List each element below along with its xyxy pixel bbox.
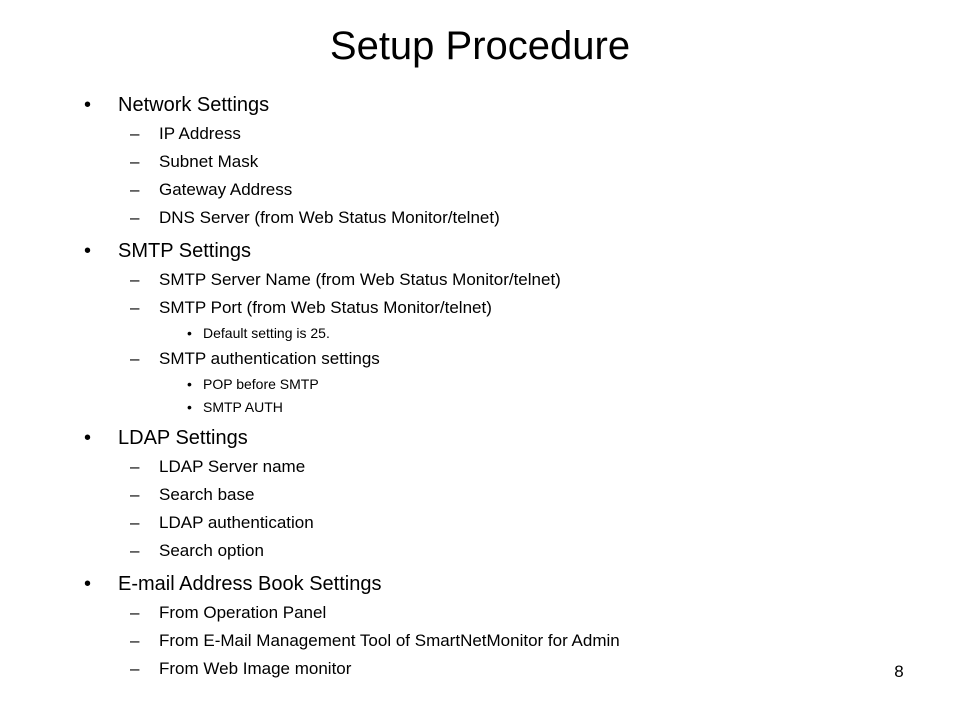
dash-icon: –	[130, 485, 140, 504]
list-item-text: Subnet Mask	[159, 152, 259, 171]
dash-icon: –	[130, 513, 140, 532]
list-item-text: LDAP authentication	[159, 513, 314, 532]
page-number: 8	[894, 662, 904, 681]
list-item-text: SMTP Server Name (from Web Status Monitor/telnet)	[159, 270, 561, 289]
list-item	[84, 120, 904, 148]
section-heading	[84, 569, 904, 599]
list-item	[84, 655, 904, 683]
sub-list-item-text: POP before SMTP	[203, 376, 319, 392]
sub-list-item-text: Default setting is 25.	[203, 325, 330, 341]
section-heading-text: E-mail Address Book Settings	[118, 573, 382, 595]
dash-icon: –	[130, 659, 140, 678]
bullet-icon: •	[84, 573, 92, 595]
dash-icon: –	[130, 541, 140, 560]
section-heading-text: Network Settings	[118, 94, 270, 116]
list-item	[84, 599, 904, 627]
list-item	[84, 481, 904, 509]
bullet-icon: •	[84, 427, 92, 449]
dash-icon: –	[130, 208, 140, 227]
list-item-text: SMTP Port (from Web Status Monitor/telnet)	[159, 298, 492, 317]
list-item	[84, 204, 904, 232]
bullet-list	[84, 90, 904, 683]
dash-icon: –	[130, 270, 140, 289]
dash-icon: –	[130, 180, 140, 199]
list-item	[84, 345, 904, 373]
list-item	[84, 266, 904, 294]
section-heading-text: LDAP Settings	[118, 427, 248, 449]
list-item-text: From Operation Panel	[159, 603, 327, 622]
sub-list-item	[84, 373, 904, 396]
list-item-text: From E-Mail Management Tool of SmartNetMonitor for Admin	[159, 631, 620, 650]
section-heading-text: SMTP Settings	[118, 240, 252, 262]
list-item	[84, 176, 904, 204]
list-item	[84, 627, 904, 655]
dash-icon: –	[130, 152, 140, 171]
section-heading	[84, 236, 904, 266]
sub-list-item	[84, 322, 904, 345]
list-item-text: IP Address	[159, 124, 241, 143]
section-heading	[84, 90, 904, 120]
dash-icon: –	[130, 349, 140, 368]
list-item-text: DNS Server (from Web Status Monitor/telnet)	[159, 208, 500, 227]
dash-icon: –	[130, 457, 140, 476]
list-item	[84, 509, 904, 537]
dash-icon: –	[130, 124, 140, 143]
list-item-text: Gateway Address	[159, 180, 293, 199]
list-item-text: From Web Image monitor	[159, 659, 352, 678]
bullet-icon: •	[84, 94, 92, 116]
list-item-text: SMTP authentication settings	[159, 349, 380, 368]
list-item-text: Search base	[159, 485, 255, 504]
dash-icon: –	[130, 603, 140, 622]
small-bullet-icon: •	[187, 325, 192, 341]
section-heading	[84, 423, 904, 453]
bullet-icon: •	[84, 240, 92, 262]
list-item-text: LDAP Server name	[159, 457, 306, 476]
sub-list-item	[84, 396, 904, 419]
sub-list-item-text: SMTP AUTH	[203, 399, 283, 415]
list-item	[84, 453, 904, 481]
list-item	[84, 537, 904, 565]
small-bullet-icon: •	[187, 399, 192, 415]
dash-icon: –	[130, 298, 140, 317]
list-item	[84, 294, 904, 322]
slide-title: Setup Procedure	[329, 24, 631, 68]
list-item	[84, 148, 904, 176]
dash-icon: –	[130, 631, 140, 650]
small-bullet-icon: •	[187, 376, 192, 392]
list-item-text: Search option	[159, 541, 264, 560]
